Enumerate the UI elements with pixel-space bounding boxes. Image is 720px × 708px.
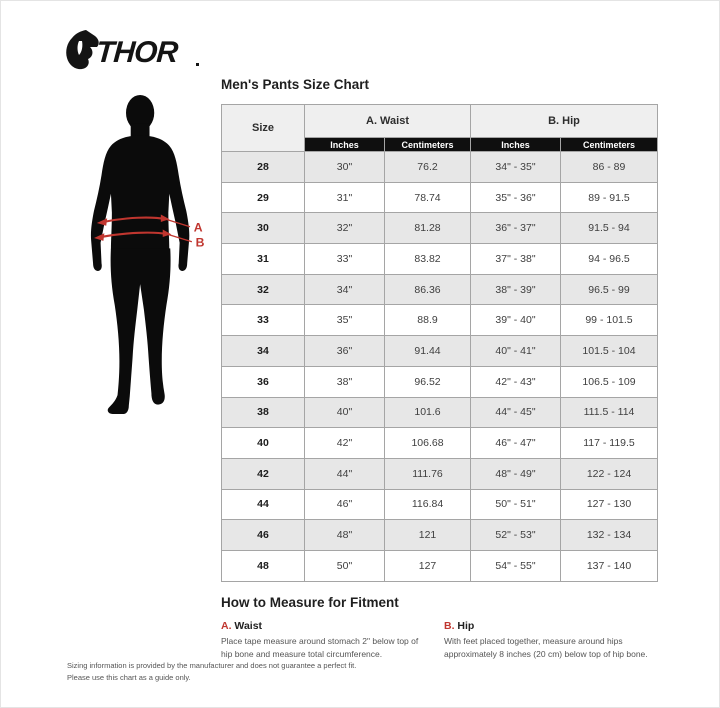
value-cell: 52" - 53" — [471, 520, 561, 551]
table-row — [222, 489, 658, 520]
value-cell: 34" — [305, 274, 385, 305]
disclaimer-line-1: Sizing information is provided by the manufacturer and does not guarantee a perfect fit. — [67, 661, 357, 670]
value-cell: 122 - 124 — [561, 458, 658, 489]
size-cell: 40 — [222, 428, 305, 459]
howto-waist-key: A. — [221, 620, 232, 632]
value-cell: 50" - 51" — [471, 489, 561, 520]
thor-logo-graphic — [65, 27, 205, 75]
page-title: Men's Pants Size Chart — [221, 77, 369, 92]
subheader-hip-inches: Inches — [471, 138, 561, 152]
value-cell: 86 - 89 — [561, 152, 658, 183]
value-cell: 31" — [305, 182, 385, 213]
thor-helmet-icon — [66, 30, 99, 69]
sizing-disclaimer — [67, 660, 387, 683]
size-cell: 48 — [222, 550, 305, 581]
value-cell: 94 - 96.5 — [561, 244, 658, 275]
table-row — [222, 520, 658, 551]
table-row — [222, 305, 658, 336]
value-cell: 137 - 140 — [561, 550, 658, 581]
value-cell: 91.5 - 94 — [561, 213, 658, 244]
size-cell: 38 — [222, 397, 305, 428]
value-cell: 132 - 134 — [561, 520, 658, 551]
value-cell: 96.52 — [385, 366, 471, 397]
size-cell: 29 — [222, 182, 305, 213]
value-cell: 88.9 — [385, 305, 471, 336]
value-cell: 96.5 - 99 — [561, 274, 658, 305]
value-cell: 54" - 55" — [471, 550, 561, 581]
value-cell: 42" - 43" — [471, 366, 561, 397]
value-cell: 101.6 — [385, 397, 471, 428]
value-cell: 121 — [385, 520, 471, 551]
col-header-size: Size — [222, 105, 305, 152]
size-cell: 33 — [222, 305, 305, 336]
size-cell: 32 — [222, 274, 305, 305]
value-cell: 37" - 38" — [471, 244, 561, 275]
value-cell: 78.74 — [385, 182, 471, 213]
value-cell: 44" — [305, 458, 385, 489]
size-cell: 36 — [222, 366, 305, 397]
size-cell: 31 — [222, 244, 305, 275]
table-row — [222, 428, 658, 459]
howto-waist-title — [221, 620, 427, 632]
size-cell: 28 — [222, 152, 305, 183]
value-cell: 116.84 — [385, 489, 471, 520]
size-cell: 42 — [222, 458, 305, 489]
value-cell: 32" — [305, 213, 385, 244]
value-cell: 76.2 — [385, 152, 471, 183]
value-cell: 48" — [305, 520, 385, 551]
size-cell: 30 — [222, 213, 305, 244]
thor-logo — [65, 27, 205, 75]
value-cell: 86.36 — [385, 274, 471, 305]
disclaimer-line-2: Please use this chart as a guide only. — [67, 672, 191, 682]
value-cell: 91.44 — [385, 336, 471, 367]
howto-hip-text: With feet placed together, measure around hips approximately 8 inches (20 cm) below top of hip bone. — [444, 636, 648, 659]
table-row — [222, 458, 658, 489]
value-cell: 117 - 119.5 — [561, 428, 658, 459]
marker-b-label: B — [195, 235, 205, 250]
size-table — [221, 104, 658, 582]
svg-text:THOR: THOR — [95, 36, 179, 69]
table-row — [222, 152, 658, 183]
value-cell: 50" — [305, 550, 385, 581]
howto-heading: How to Measure for Fitment — [221, 595, 399, 610]
value-cell: 30" — [305, 152, 385, 183]
value-cell: 42" — [305, 428, 385, 459]
howto-waist-text: Place tape measure around stomach 2" below top of hip bone and measure total circumference. — [221, 636, 419, 659]
value-cell: 101.5 - 104 — [561, 336, 658, 367]
col-header-waist: A. Waist — [305, 105, 471, 138]
size-cell: 34 — [222, 336, 305, 367]
value-cell: 99 - 101.5 — [561, 305, 658, 336]
table-row — [222, 213, 658, 244]
value-cell: 38" — [305, 366, 385, 397]
howto-hip-label: Hip — [457, 620, 475, 632]
value-cell: 48" - 49" — [471, 458, 561, 489]
table-row — [222, 244, 658, 275]
value-cell: 38" - 39" — [471, 274, 561, 305]
howto-hip-title — [444, 620, 676, 632]
table-row — [222, 397, 658, 428]
table-row — [222, 182, 658, 213]
col-header-hip: B. Hip — [471, 105, 658, 138]
howto-hip-key: B. — [444, 620, 455, 632]
howto-item-waist — [221, 620, 427, 661]
value-cell: 36" — [305, 336, 385, 367]
value-cell: 106.5 - 109 — [561, 366, 658, 397]
table-header-row — [222, 105, 658, 138]
value-cell: 44" - 45" — [471, 397, 561, 428]
table-row — [222, 336, 658, 367]
howto-waist-label: Waist — [234, 620, 263, 632]
body-measurement-figure — [71, 94, 213, 414]
size-cell: 44 — [222, 489, 305, 520]
value-cell: 83.82 — [385, 244, 471, 275]
value-cell: 89 - 91.5 — [561, 182, 658, 213]
value-cell: 40" - 41" — [471, 336, 561, 367]
value-cell: 46" — [305, 489, 385, 520]
marker-a-label: A — [193, 220, 203, 235]
table-row — [222, 550, 658, 581]
table-row — [222, 366, 658, 397]
subheader-waist-inches: Inches — [305, 138, 385, 152]
value-cell: 46" - 47" — [471, 428, 561, 459]
subheader-waist-cm: Centimeters — [385, 138, 471, 152]
value-cell: 35" — [305, 305, 385, 336]
table-row — [222, 274, 658, 305]
value-cell: 36" - 37" — [471, 213, 561, 244]
value-cell: 35" - 36" — [471, 182, 561, 213]
subheader-hip-cm: Centimeters — [561, 138, 658, 152]
size-cell: 46 — [222, 520, 305, 551]
value-cell: 111.5 - 114 — [561, 397, 658, 428]
value-cell: 111.76 — [385, 458, 471, 489]
howto-item-hip — [444, 620, 676, 661]
value-cell: 40" — [305, 397, 385, 428]
male-silhouette — [71, 94, 213, 414]
value-cell: 39" - 40" — [471, 305, 561, 336]
value-cell: 33" — [305, 244, 385, 275]
value-cell: 127 - 130 — [561, 489, 658, 520]
value-cell: 106.68 — [385, 428, 471, 459]
value-cell: 34" - 35" — [471, 152, 561, 183]
value-cell: 81.28 — [385, 213, 471, 244]
value-cell: 127 — [385, 550, 471, 581]
